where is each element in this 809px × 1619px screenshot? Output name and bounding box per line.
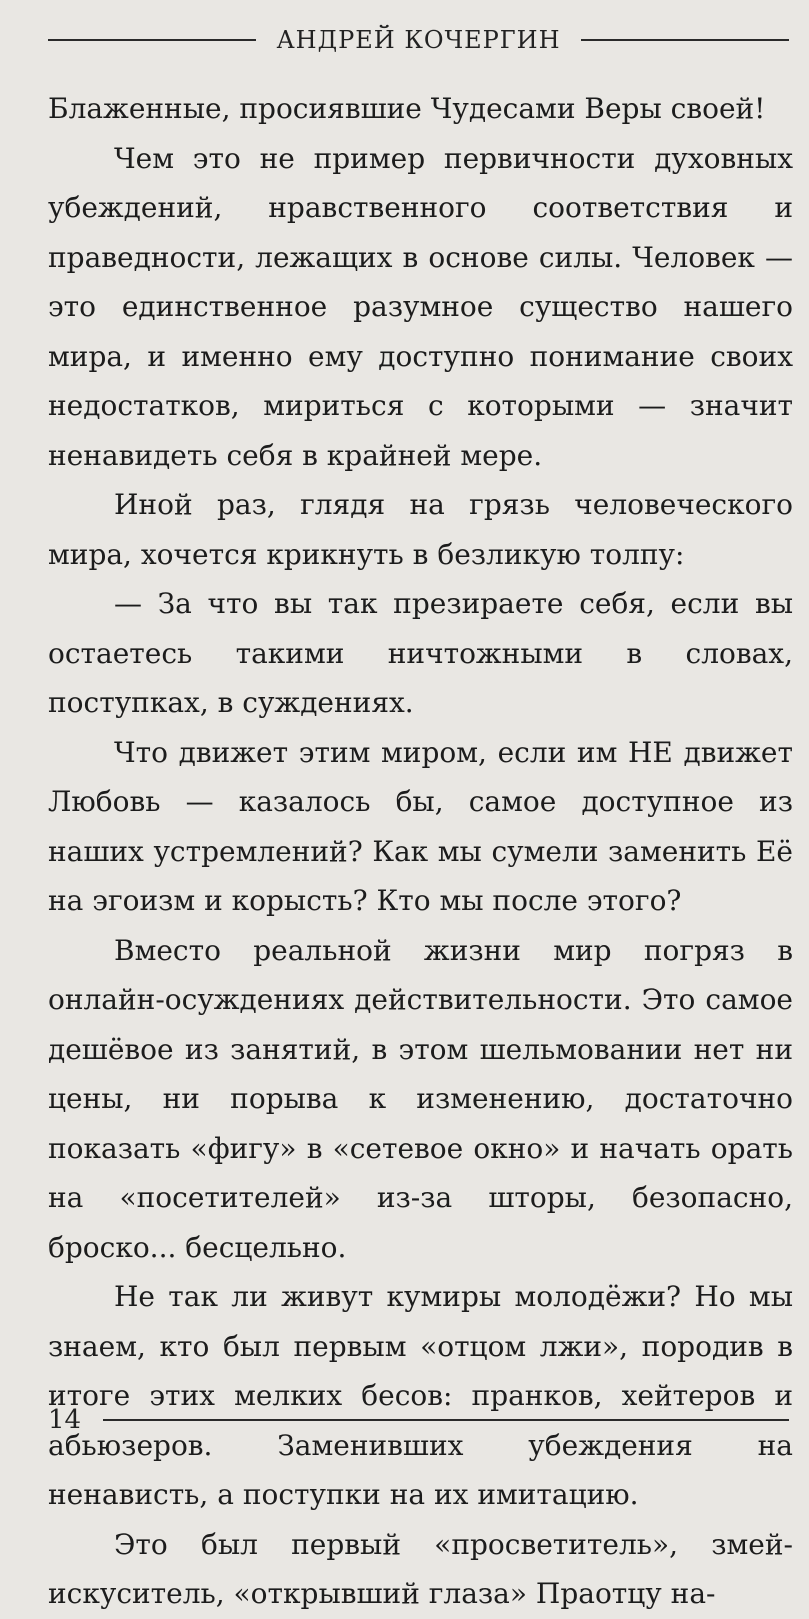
- paragraph: — За что вы так презираете себя, если вы остаетесь такими ничтожными в словах, поступках, в суждениях.: [48, 587, 793, 719]
- paragraph: Вместо реальной жизни мир погряз в онлайн-осуждениях действительности. Это самое дешёвое из занятий, в этом шельмовании нет ни цены, ни порыва к изменению, достаточно показать «фигу» в «сетевое окно» и начать орать на «посетителей» из-за шторы, безопасно, броско... бесцельно.: [48, 933, 793, 1264]
- page-footer: [48, 1400, 789, 1440]
- paragraph: Что движет этим миром, если им НЕ движет Любовь — казалось бы, самое доступное из наших устремлений? Как мы сумели заменить Её на эгоизм и корысть? Кто мы после этого?: [48, 735, 793, 917]
- paragraph: Блаженные, просиявшие Чудесами Веры своей!: [48, 92, 766, 125]
- footer-rule: [103, 1419, 789, 1421]
- header-rule-left: [48, 39, 256, 41]
- running-header: [48, 18, 789, 62]
- page-number: 14: [48, 1405, 82, 1435]
- header-rule-right: [581, 39, 789, 41]
- paragraph: Чем это не пример первичности духовных убеждений, нравственного соответствия и праведности, лежащих в основе силы. Человек — это единственное разумное существо нашего мира, и именно ему доступно понимание своих недостатков, мириться с которыми — значит ненавидеть себя в крайней мере.: [48, 141, 793, 472]
- page-body-text: [48, 84, 793, 1619]
- author-name: АНДРЕЙ КОЧЕРГИН: [276, 26, 561, 54]
- paragraph: Иной раз, глядя на грязь человеческого мира, хочется крикнуть в безликую толпу:: [48, 488, 793, 571]
- paragraph: Не так ли живут кумиры молодёжи? Но мы знаем, кто был первым «отцом лжи», породив в итоге этих мелких бесов: пранков, хейтеров и абьюзеров. Заменивших убеждения на ненависть, а поступки на их имитацию.: [48, 1280, 793, 1511]
- paragraph: Это был первый «просветитель», змей-искуситель, «открывший глаза» Праотцу на-: [48, 1527, 793, 1610]
